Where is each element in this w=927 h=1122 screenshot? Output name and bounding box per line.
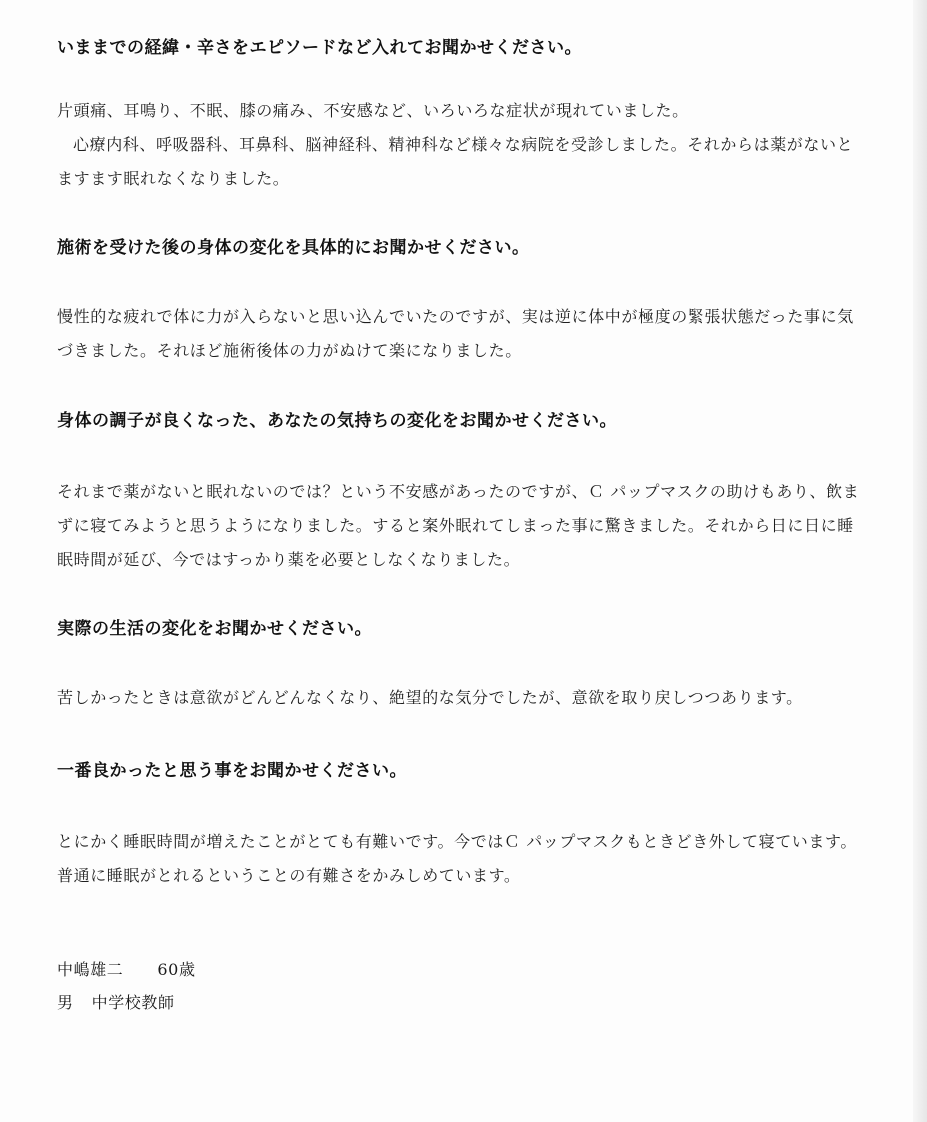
signature-block bbox=[57, 953, 867, 1019]
testimonial-content bbox=[57, 36, 867, 1019]
section-feeling-change bbox=[57, 409, 867, 577]
author-occupation: 中学校教師 bbox=[91, 993, 175, 1012]
question-heading: いままでの経緯・辛さをエピソードなど入れてお聞かせください。 bbox=[57, 38, 582, 58]
author-age: 60歳 bbox=[157, 960, 196, 979]
author-name: 中嶋雄二 bbox=[57, 960, 124, 979]
author-gender: 男 bbox=[57, 993, 74, 1012]
question-heading: 身体の調子が良くなった、あなたの気持ちの変化をお聞かせください。 bbox=[57, 411, 617, 431]
question-heading: 施術を受けた後の身体の変化を具体的にお聞かせください。 bbox=[57, 238, 530, 258]
answer-text bbox=[57, 94, 867, 196]
section-life-change bbox=[57, 617, 867, 715]
answer-paragraph: それまで薬がないと眠れないのでは？という不安感があったのですが、Ｃ パップマスクの助けもあり、飲まずに寝てみようと思うようになりました。すると案外眠れてしまった事に驚きました。それから日に日に睡眠時間が延び、今ではすっかり薬を必要としなくなりました。 bbox=[57, 482, 860, 569]
answer-text bbox=[57, 681, 867, 715]
answer-paragraph: 苦しかったときは意欲がどんどんなくなり、絶望的な気分でしたが、意欲を取り戻しつつあります。 bbox=[57, 688, 803, 707]
section-best-thing bbox=[57, 759, 867, 893]
answer-paragraph: 心療内科、呼吸器科、耳鼻科、脳神経科、精神科など様々な病院を受診しました。それからは薬がないとますます眠れなくなりました。 bbox=[57, 135, 854, 188]
answer-text bbox=[57, 300, 867, 368]
answer-paragraph: 慢性的な疲れで体に力が入らないと思い込んでいたのですが、実は逆に体中が極度の緊張状態だった事に気づきました。それほど施術後体の力がぬけて楽になりました。 bbox=[57, 307, 854, 360]
answer-paragraph: とにかく睡眠時間が増えたことがとても有難いです。今ではＣ パップマスクもときどき外して寝ています。普通に睡眠がとれるということの有難さをかみしめています。 bbox=[57, 832, 857, 885]
question-heading: 一番良かったと思う事をお聞かせください。 bbox=[57, 761, 407, 781]
signature-row-occupation bbox=[57, 986, 867, 1019]
answer-text bbox=[57, 475, 867, 577]
answer-paragraph: 片頭痛、耳鳴り、不眠、膝の痛み、不安感など、いろいろな症状が現れていました。 bbox=[57, 101, 689, 120]
question-heading: 実際の生活の変化をお聞かせください。 bbox=[57, 619, 372, 639]
section-background bbox=[57, 36, 867, 196]
answer-text bbox=[57, 825, 867, 893]
page-edge-shadow bbox=[913, 0, 927, 1122]
section-body-change bbox=[57, 236, 867, 368]
signature-row-name bbox=[57, 953, 867, 986]
